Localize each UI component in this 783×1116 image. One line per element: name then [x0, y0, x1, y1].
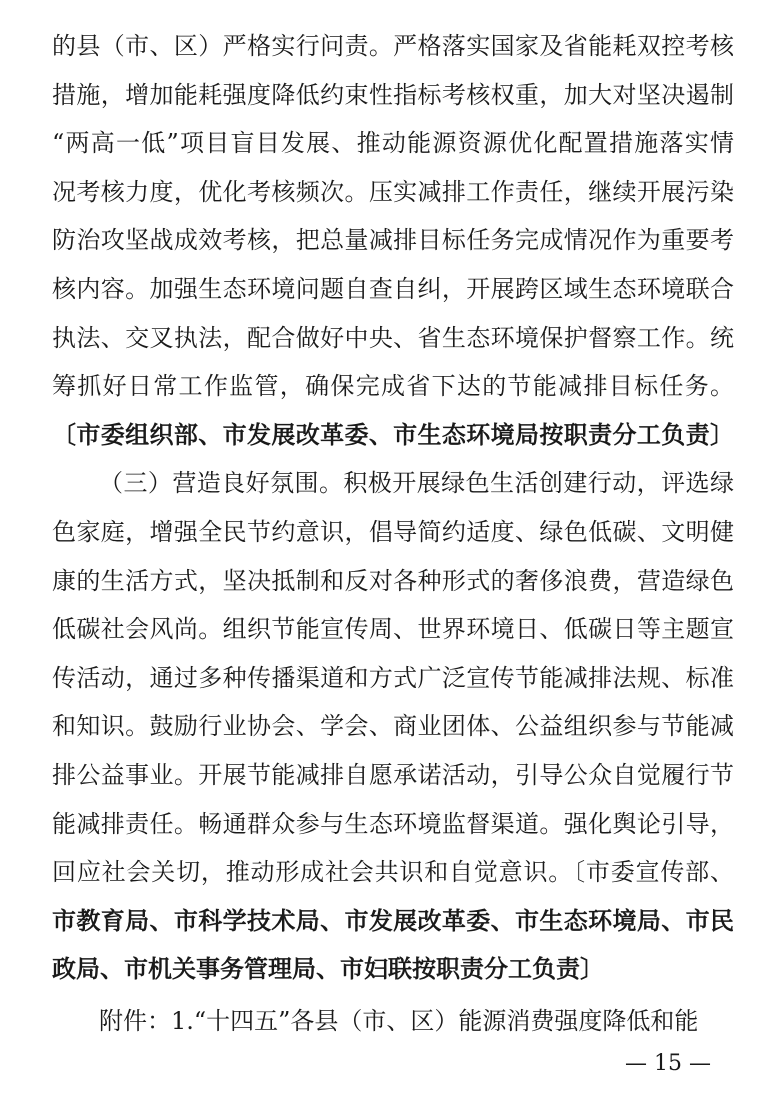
- body-text-line: “两高一低”项目盲目发展、推动能源资源优化配置措施落实情: [52, 129, 734, 157]
- body-text-line: 执法、交叉执法，配合做好中央、省生态环境保护督察工作。统: [52, 324, 734, 352]
- body-text-line: 低碳社会风尚。组织节能宣传周、世界环境日、低碳日等主题宣: [52, 615, 734, 643]
- body-text-line: 回应社会关切，推动形成社会共识和自觉意识。〔市委宣传部、: [52, 858, 734, 886]
- body-text-line: 康的生活方式，坚决抵制和反对各种形式的奢侈浪费，营造绿色: [52, 567, 734, 595]
- body-text-line: 防治攻坚战成效考核，把总量减排目标任务完成情况作为重要考: [52, 226, 734, 254]
- body-text-line: 传活动，通过多种传播渠道和方式广泛宣传节能减排法规、标准: [52, 664, 734, 692]
- body-text-line: 和知识。鼓励行业协会、学会、商业团体、公益组织参与节能减: [52, 712, 734, 740]
- body-text-line: 核内容。加强生态环境问题自查自纠，开展跨区域生态环境联合: [52, 275, 734, 303]
- attachment-line: 附件：1.“十四五”各县（市、区）能源消费强度降低和能: [99, 1007, 699, 1035]
- body-text-line: 筹抓好日常工作监管，确保完成省下达的节能减排目标任务。: [52, 372, 734, 400]
- responsibility-note: 政局、市机关事务管理局、市妇联按职责分工负责〕: [52, 954, 604, 983]
- page-number: — 15 —: [625, 1051, 711, 1076]
- body-text-line: 况考核力度，优化考核频次。压实减排工作责任，继续开展污染: [52, 178, 734, 206]
- body-text-line: 措施，增加能耗强度降低约束性指标考核权重，加大对坚决遏制: [52, 81, 734, 109]
- body-text-line: 的县（市、区）严格实行问责。严格落实国家及省能耗双控考核: [52, 32, 734, 60]
- responsibility-note: 市教育局、市科学技术局、市发展改革委、市生态环境局、市民: [52, 906, 734, 935]
- section-heading-line: （三）营造良好氛围。积极开展绿色生活创建行动，评选绿: [99, 469, 734, 497]
- body-text-line: 色家庭，增强全民节约意识，倡导简约适度、绿色低碳、文明健: [52, 518, 734, 546]
- body-text-line: 排公益事业。开展节能减排自愿承诺活动，引导公众自觉履行节: [52, 761, 734, 789]
- responsibility-note: 〔市委组织部、市发展改革委、市生态环境局按职责分工负责〕: [52, 420, 734, 449]
- body-text-line: 能减排责任。畅通群众参与生态环境监督渠道。强化舆论引导，: [52, 810, 734, 838]
